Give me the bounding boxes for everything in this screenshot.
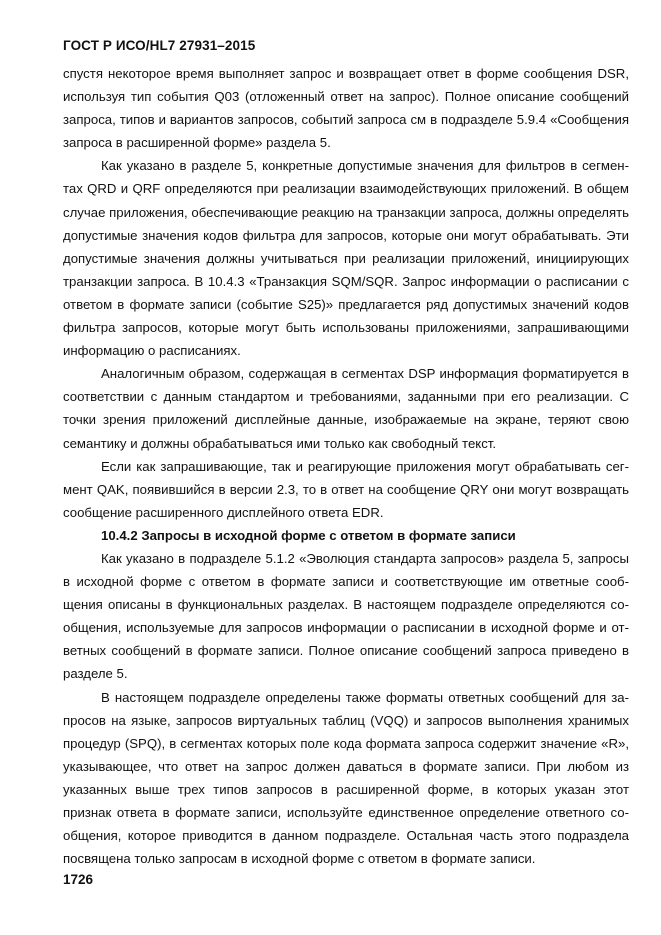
paragraph: В настоящем подразделе определены также форматы ответных сообщений для запросов на языке, запросов виртуальных таблиц (VQQ) и запросов выполнения хранимых процедур (SPQ), в сегментах которых поле кода формата запроса содержит значение «R», указывающее, что ответ на запрос должен даваться в формате записи. При любом из указанных выше трех типов запросов в расширенной форме, в которых указан этот признак ответа в формате записи, используйте единственное определение ответного сообщения, которое приводится в данном подразделе. Остальная часть этого подраздела посвящена только запросам в исходной форме с ответом в формате записи. bbox=[63, 689, 629, 867]
page-number: 1726 bbox=[63, 872, 94, 887]
section-heading: 10.4.2 Запросы в исходной форме с ответом в формате записи bbox=[101, 527, 516, 543]
paragraph: Как указано в подразделе 5.1.2 «Эволюция стандарта запросов» раздела 5, запросы в исходной форме с ответом в формате записи и соответствующие им ответные сообщения описаны в функциональных разделах. В настоящем подразделе определяются сообщения, используемые для запросов информации о расписании в исходной форме и ответных сообщений в формате записи. Полное описание сообщений запроса приведено в разделе 5. bbox=[63, 550, 629, 682]
paragraph-continuation: спустя некоторое время выполняет запрос и возвращает ответ в форме сообщения DSR, используя тип события Q03 (отложенный ответ на запрос). Полное описание сообщений запроса, типов и вариантов запросов, событий запроса см в подразделе 5.9.4 «Сообщения запроса в расширенной форме» раздела 5. bbox=[63, 66, 629, 151]
document-body bbox=[63, 62, 629, 870]
paragraph: Аналогичным образом, содержащая в сегментах DSP информация форматируется в соответствии с данным стандартом и требованиями, заданными при его реализации. С точки зрения приложений дисплейные данные, изображаемые на экране, теряют свою семантику и должны обрабатываться ими только как свободный текст. bbox=[63, 366, 629, 451]
document-header: ГОСТ Р ИСО/HL7 27931–2015 bbox=[63, 38, 256, 53]
paragraph: Если как запрашивающие, так и реагирующие приложения могут обрабатывать сегмент QAK, появившийся в версии 2.3, то в ответ на сообщение QRY они могут возвращать сообщение расширенного дисплейного ответа EDR. bbox=[63, 458, 629, 520]
paragraph: Как указано в разделе 5, конкретные допустимые значения для фильтров в сегментах QRD и QRF определяются при реализации взаимодействующих приложений. В общем случае приложения, обеспечивающие реакцию на транзакции запроса, должны определять допустимые значения кодов фильтра для запросов, которые они могут обрабатывать. Эти допустимые значения должны учитываться при реализации приложений, инициирующих транзакции запроса. В 10.4.3 «Транзакция SQM/SQR. Запрос информации о расписании с ответом в формате записи (событие S25)» предлагается ряд допустимых значений кодов фильтра запросов, которые могут быть использованы приложениями, запрашивающими информацию о расписаниях. bbox=[63, 158, 629, 359]
